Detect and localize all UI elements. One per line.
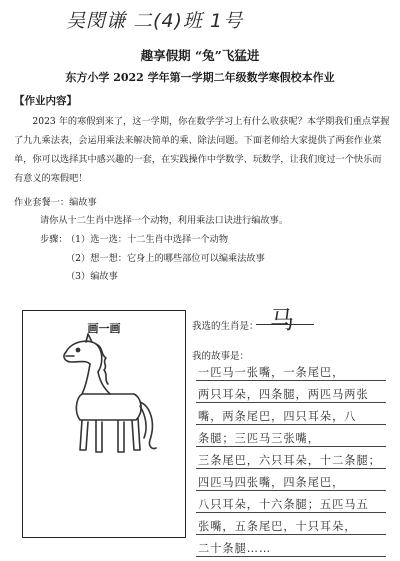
zodiac-answer: 马 (270, 306, 295, 334)
story-line-text: 二十条腿…… (198, 542, 272, 555)
steps-label: 步骤： (40, 234, 68, 245)
story-line-text: 三条尾巴，六只耳朵，十二条腿； (198, 454, 381, 467)
step-3: （3）编故事 (66, 271, 118, 282)
story-ruled-line (196, 424, 386, 425)
assignment-description: 请你从十二生肖中选择一个动物，利用乘法口诀进行编故事。 (40, 215, 289, 226)
story-ruled-line (196, 402, 386, 403)
story-line-text: 张嘴，五条尾巴，十只耳朵， (198, 520, 357, 533)
story-ruled-line (196, 490, 386, 491)
assignment-title: 作业套餐一：编故事 (14, 197, 97, 208)
drawing-box-title: 画一画 (87, 322, 121, 335)
story-label: 我的故事是： (192, 351, 250, 362)
zodiac-label: 我选的生肖是： (192, 321, 259, 332)
story-line-text: 一匹马一张嘴，一条尾巴， (198, 366, 345, 379)
story-ruled-line (196, 512, 386, 513)
story-line-text: 两只耳朵，四条腿，两匹马两张 (198, 388, 369, 401)
step-1: （1）选一选：十二生肖中选择一个动物 (66, 234, 229, 245)
story-ruled-line (196, 446, 386, 447)
intro-paragraph: 2023 年的寒假到来了，这一学期，你在数学学习上有什么收获呢？本学期我们重点掌握了九九乘法表，会运用乘法来解决简单的乘、除法问题。下面老师给大家提供了两套作业菜单，你可以选择其中感兴趣的一套，在实践操作中学数学、玩数学，让我们度过一个快乐而有意义的寒假吧！ (14, 116, 390, 184)
story-line-text: 条腿；三匹马三张嘴， (198, 432, 320, 445)
page-subtitle: 东方小学 2022 学年第一学期二年级数学寒假校本作业 (65, 71, 335, 84)
story-line-text: 八只耳朵，十六条腿；五匹马五 (198, 498, 369, 511)
page-title: 趣享假期 “兔”飞猛进 (140, 48, 260, 63)
section-heading: 【作业内容】 (14, 95, 77, 107)
handwritten-student-name: 吴閔谦 二(4)班 1号 (66, 10, 244, 32)
story-line-text: 嘴，两条尾巴，四只耳朵，八 (198, 410, 357, 423)
story-ruled-line (196, 468, 386, 469)
horse-drawing-icon (52, 332, 162, 472)
step-2: （2）想一想：它身上的哪些部位可以编乘法故事 (66, 253, 265, 264)
zodiac-underline (256, 324, 314, 325)
story-ruled-line (196, 380, 386, 381)
story-line-text: 四匹马四张嘴，四条尾巴， (198, 476, 345, 489)
story-ruled-line (196, 534, 386, 535)
story-ruled-line (196, 556, 386, 557)
